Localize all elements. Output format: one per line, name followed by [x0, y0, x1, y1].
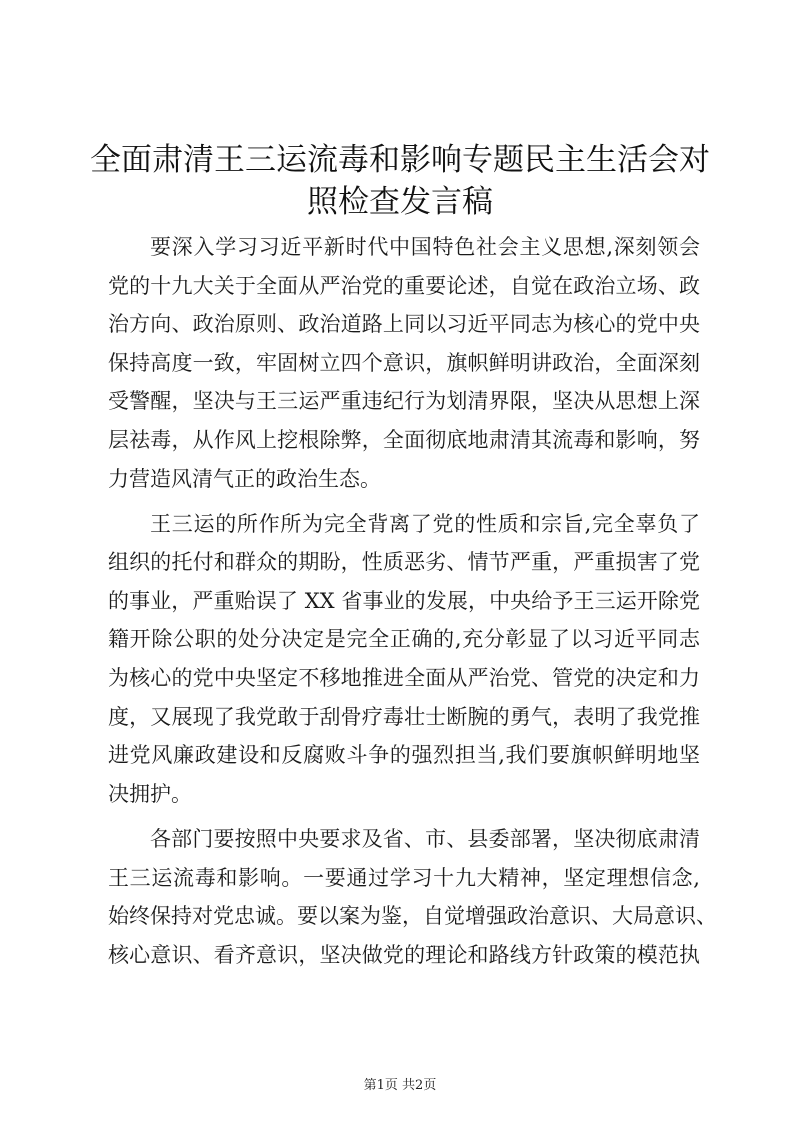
document-title-line-1: 全面肃清王三运流毒和影响专题民主生活会对 — [90, 142, 710, 178]
text-line: 党的十九大关于全面从严治党的重要论述，自觉在政治立场、政 — [108, 273, 700, 298]
text-line: 要深入学习习近平新时代中国特色社会主义思想,深刻领会 — [150, 235, 700, 259]
document-body — [108, 228, 717, 981]
text-line: 度，又展现了我党敢于刮骨疗毒壮士断腕的勇气，表明了我党推 — [108, 704, 700, 729]
text-line: 王三运流毒和影响。一要通过学习十九大精神，坚定理想信念, — [108, 865, 700, 890]
text-line: 受警醒，坚决与王三运严重违纪行为划清界限，坚决从思想上深 — [108, 389, 700, 414]
text-line: 为核心的党中央坚定不移地推进全面从严治党、管党的决定和力 — [108, 666, 700, 691]
text-line: 的事业，严重贻误了 XX 省事业的发展，中央给予王三运开除党 — [108, 588, 700, 613]
text-line: 治方向、政治原则、政治道路上同以习近平同志为核心的党中央 — [108, 312, 700, 337]
paragraph-2 — [108, 505, 700, 814]
text-line: 始终保持对党忠诚。要以案为鉴，自觉增强政治意识、大局意识、 — [108, 904, 717, 929]
text-line: 进党风廉政建设和反腐败斗争的强烈担当,我们要旗帜鲜明地坚 — [108, 743, 700, 768]
page-number-footer: 第1页 共2页 — [363, 1078, 437, 1093]
text-line: 各部门要按照中央要求及省、市、县委部署，坚决彻底肃清 — [150, 826, 700, 851]
document-title-line-2: 照检查发言稿 — [307, 184, 493, 220]
paragraph-3 — [108, 820, 717, 974]
text-line: 力营造风清气正的政治生态。 — [108, 466, 381, 491]
text-line: 组织的托付和群众的期盼，性质恶劣、情节严重，严重损害了党 — [108, 550, 700, 575]
paragraph-1 — [108, 228, 700, 498]
text-line: 保持高度一致，牢固树立四个意识，旗帜鲜明讲政治，全面深刻 — [108, 350, 700, 375]
text-line: 王三运的所作所为完全背离了党的性质和宗旨,完全辜负了 — [150, 511, 700, 536]
text-line: 籍开除公职的处分决定是完全正确的,充分彰显了以习近平同志 — [108, 627, 700, 652]
text-line: 核心意识、看齐意识，坚决做党的理论和路线方针政策的模范执 — [108, 942, 700, 967]
text-line: 层祛毒，从作风上挖根除弊，全面彻底地肃清其流毒和影响，努 — [108, 427, 700, 452]
text-line: 决拥护。 — [108, 781, 192, 806]
